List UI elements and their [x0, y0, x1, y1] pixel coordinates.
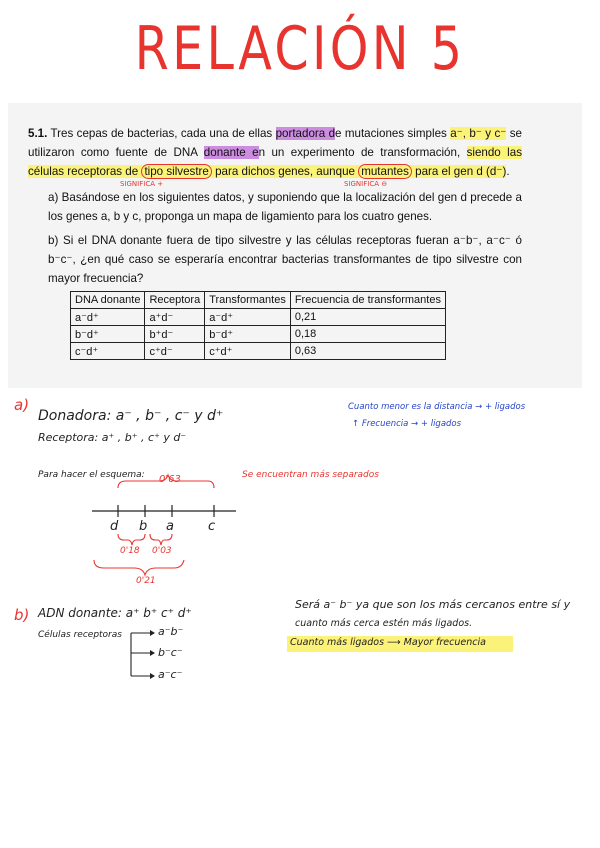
note-distancia: Cuanto menor es la distancia → + ligados — [348, 402, 526, 412]
brace-021 — [94, 560, 184, 575]
table-header: Transformantes — [205, 292, 291, 309]
celulas-receptoras: Células receptoras — [38, 630, 122, 640]
table-cell: a⁻d⁺ — [205, 309, 291, 326]
table-header: Receptora — [145, 292, 205, 309]
problem-text: Tres cepas de bacterias, cada una de ellas — [50, 127, 276, 140]
conclusion-line-3: Cuanto más ligados ⟶ Mayor frecuencia — [290, 637, 486, 648]
problem-text: n un experimento de transformación, — [258, 146, 467, 159]
receptor-ac: a⁻c⁻ — [158, 668, 183, 681]
dist-018: 0'18 — [120, 546, 140, 556]
problem-text: se utilizaron como fuente de DNA — [28, 127, 522, 159]
note-separados: Se encuentran más separados — [242, 470, 379, 480]
table-cell: 0,18 — [290, 326, 445, 343]
donadora-line: Donadora: a⁻ , b⁻ , c⁻ y d⁺ — [38, 408, 224, 424]
answer-a-label: a) — [14, 396, 30, 414]
problem-text: para dichos genes, aunque — [211, 165, 359, 178]
table-cell: a⁺d⁻ — [145, 309, 205, 326]
brace-018 — [118, 534, 145, 545]
table-cell: 0,21 — [290, 309, 445, 326]
problem-text: . — [506, 165, 510, 178]
dist-003: 0'03 — [152, 546, 172, 556]
receptora-line: Receptora: a⁺ , b⁺ , c⁺ y d⁻ — [38, 431, 187, 444]
table-cell: c⁺d⁻ — [145, 343, 205, 360]
problem-text: e mutaciones simples — [335, 127, 451, 140]
part-a-text: a) Basándose en los siguientes datos, y suponiendo que la localización del gen d precede a los genes a, b y c, proponga un mapa de ligamiento para los cuatro genes. — [48, 191, 522, 223]
note-significa-plus: SIGNIFICA + — [120, 180, 164, 188]
table-header: DNA donante — [71, 292, 145, 309]
highlight-mutations: a⁻, b⁻ y c⁻ — [450, 127, 507, 140]
table-cell: b⁻d⁺ — [205, 326, 291, 343]
problem-number: 5.1. — [28, 127, 48, 140]
problem-text: para el gen d (d⁻) — [411, 165, 507, 178]
problem-text: siendo las células receptoras de — [28, 146, 522, 178]
gene-c: c — [208, 519, 216, 534]
page-title: RELACIÓN 5 — [134, 14, 466, 84]
receptor-bc: b⁻c⁻ — [158, 646, 183, 659]
dist-063: 0'63 — [159, 474, 181, 485]
answer-b-label: b) — [14, 606, 30, 624]
arrow-3-head — [150, 673, 155, 679]
table-cell: b⁺d⁻ — [145, 326, 205, 343]
table-cell: 0,63 — [290, 343, 445, 360]
table-cell: b⁻d⁺ — [71, 326, 145, 343]
table-header: Frecuencia de transformantes — [290, 292, 445, 309]
table-cell: a⁻d⁺ — [71, 309, 145, 326]
table-cell: c⁺d⁺ — [205, 343, 291, 360]
circled-tipo-silvestre: tipo silvestre — [141, 164, 211, 179]
part-b-text: b) Si el DNA donante fuera de tipo silvestre y las células receptoras fueran a⁻b⁻, a⁻c⁻ ó b⁻c⁻, ¿en qué caso se esperaría encontrar bacterias transformantes de tipo silvestre con mayor frecuencia? — [48, 234, 522, 285]
receptor-ab: a⁻b⁻ — [158, 625, 184, 638]
note-frecuencia: ↑ Frecuencia → + ligados — [352, 419, 462, 429]
arrow-2-head — [150, 650, 155, 656]
table-cell: c⁻d⁺ — [71, 343, 145, 360]
circled-mutantes: mutantes — [358, 164, 412, 179]
note-significa-minus: SIGNIFICA ⊖ — [344, 180, 388, 188]
conclusion-line-1: Será a⁻ b⁻ ya que son los más cercanos entre sí y — [295, 598, 571, 611]
esquema-label: Para hacer el esquema: — [38, 470, 145, 480]
conclusion-line-2: cuanto más cerca estén más ligados. — [295, 618, 473, 629]
adn-donante: ADN donante: a⁺ b⁺ c⁺ d⁺ — [38, 606, 192, 620]
highlight-donante: donante e — [203, 146, 259, 159]
brace-003 — [150, 534, 172, 545]
arrow-1-head — [150, 630, 155, 636]
gene-a: a — [166, 519, 174, 534]
highlight-portadora: portadora d — [275, 127, 336, 140]
dist-021: 0'21 — [136, 576, 156, 586]
gene-d: d — [110, 519, 119, 534]
gene-b: b — [139, 519, 148, 534]
